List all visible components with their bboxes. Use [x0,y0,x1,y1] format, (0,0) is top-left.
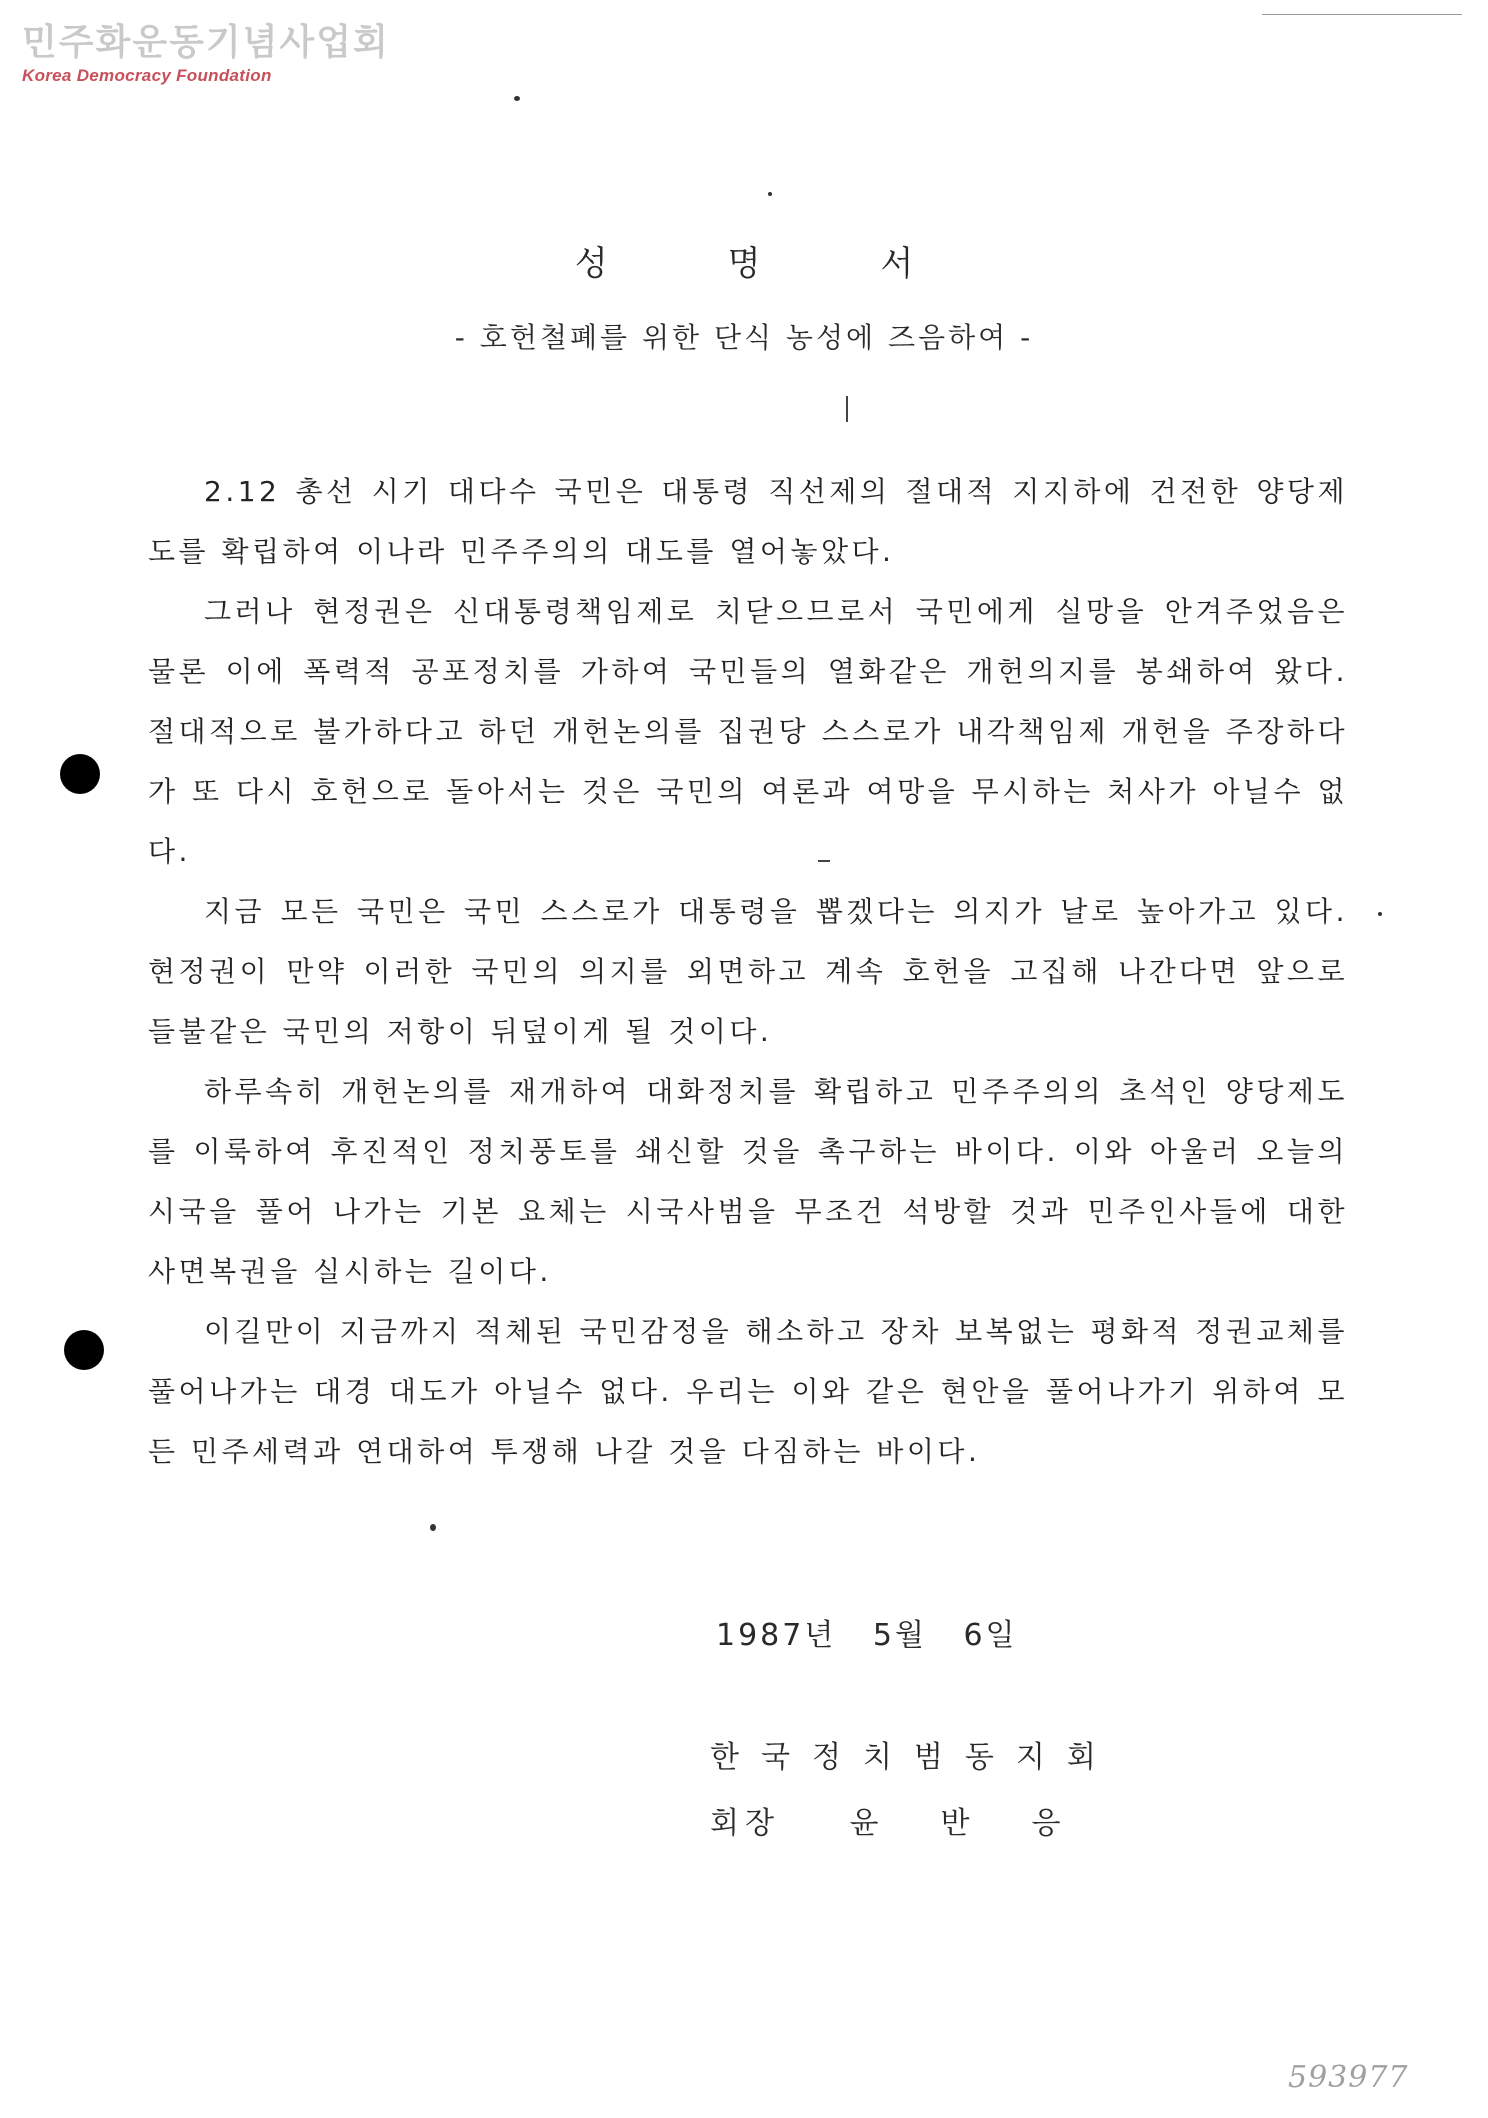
document-subtitle: - 호헌철폐를 위한 단식 농성에 즈음하여 - [454,321,1034,354]
scan-speck [768,192,772,196]
paragraph-5: 이길만이 지금까지 적체된 국민감정을 해소하고 장차 보복없는 평화적 정권교체를 풀어나가는 대경 대도가 아닐수 없다. 우리는 이와 같은 현안을 풀어나가기 위하여 모든 민주세력과 연대하여 투쟁해 나갈 것을 다짐하는 바이다. [148,1315,1348,1468]
organization-name: 한국정치범동지회 [710,1740,1118,1775]
chair-name: 윤반응 [849,1806,1123,1841]
statement-date: 1987년 5월 6일 [716,1618,1018,1653]
signatory [710,1798,1122,1842]
binder-hole-bottom [64,1330,104,1370]
scan-speck [1378,912,1382,916]
paragraph-4: 하루속히 개헌논의를 재개하여 대화정치를 확립하고 민주주의의 초석인 양당제도를 이룩하여 후진적인 정치풍토를 쇄신할 것을 촉구하는 바이다. 이와 아울러 오늘의 시국을 풀어 나가는 기본 요체는 시국사범을 무조건 석방할 것과 민주인사들에 대한 사면복권을 실시하는 길이다. [148,1075,1348,1288]
statement-body [148,462,1348,1482]
binder-hole-top [60,754,100,794]
paragraph-3: 지금 모든 국민은 국민 스스로가 대통령을 뽑겠다는 의지가 날로 높아가고 있다. 현정권이 만약 이러한 국민의 의지를 외면하고 계속 호헌을 고집해 나간다면 앞으로 들불같은 국민의 저항이 뒤덮이게 될 것이다. [148,895,1348,1048]
scan-mark [846,396,848,422]
paragraph-1: 2.12 총선 시기 대다수 국민은 대통령 직선제의 절대적 지지하에 건전한 양당제도를 확립하여 이나라 민주주의의 대도를 열어놓았다. [148,475,1348,568]
scan-mark [1262,14,1462,15]
document-title: 성명서 [574,244,1034,284]
watermark-korean: 민주화운동기념사업회 [22,22,390,63]
scan-mark [818,860,830,862]
paragraph-2: 그러나 현정권은 신대통령책임제로 치닫으므로서 국민에게 실망을 안겨주었음은 물론 이에 폭력적 공포정치를 가하여 국민들의 열화같은 개헌의지를 봉쇄하여 왔다. 절대적으로 불가하다고 하던 개헌논의를 집권당 스스로가 내각책임제 개헌을 주장하다가 또 다시 호헌으로 돌아서는 것은 국민의 여론과 여망을 무시하는 처사가 아닐수 없다. [148,595,1348,868]
chair-title: 회장 [710,1806,780,1841]
scan-speck [514,96,520,101]
watermark-english: Korea Democracy Foundation [22,66,272,85]
watermark [22,22,390,86]
archive-number: 593977 [1288,2060,1409,2095]
scan-speck [430,1524,436,1531]
